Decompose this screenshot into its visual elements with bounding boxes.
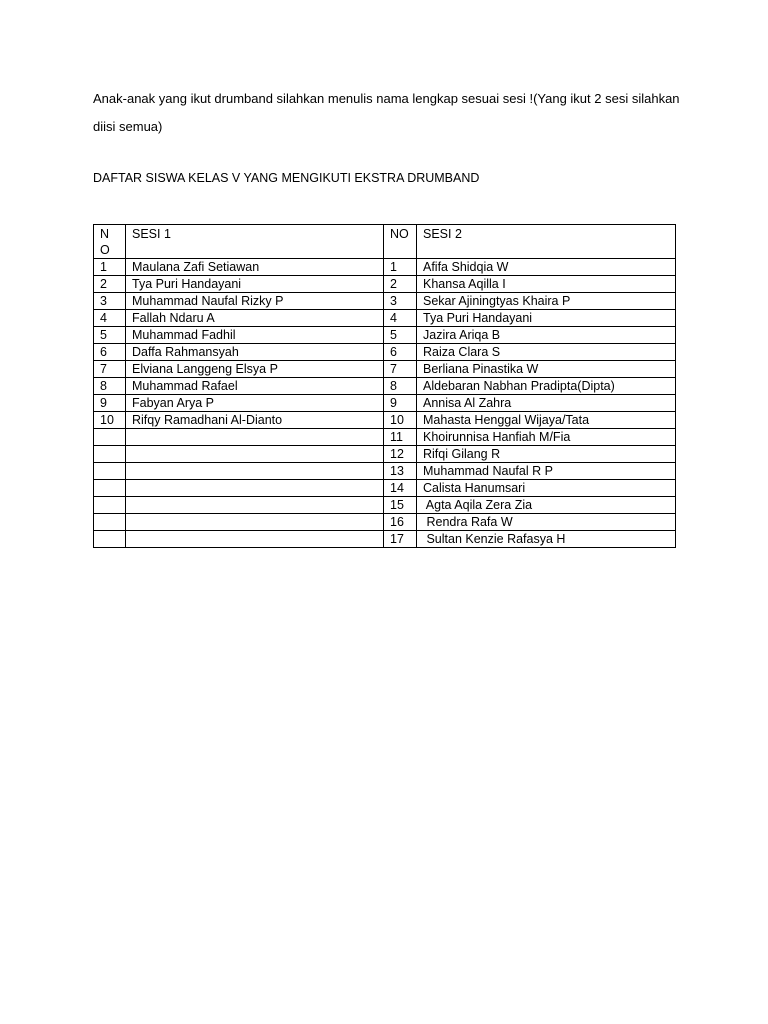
table-row [94, 480, 676, 497]
row-name-session-1: Elviana Langgeng Elsya P [126, 361, 384, 378]
drumband-roster-table [93, 224, 676, 548]
row-no-session-1 [94, 497, 126, 514]
row-name-session-1 [126, 429, 384, 446]
row-no-session-2: 14 [384, 480, 417, 497]
row-name-session-2: Rifqi Gilang R [417, 446, 676, 463]
row-no-session-2: 3 [384, 293, 417, 310]
row-name-session-2: Khansa Aqilla I [417, 276, 676, 293]
row-no-session-1: 6 [94, 344, 126, 361]
row-name-session-2: Agta Aqila Zera Zia [417, 497, 676, 514]
table-row [94, 429, 676, 446]
row-no-session-1: 9 [94, 395, 126, 412]
table-row [94, 514, 676, 531]
row-name-session-1: Fallah Ndaru A [126, 310, 384, 327]
row-no-session-2: 7 [384, 361, 417, 378]
row-no-session-2: 17 [384, 531, 417, 548]
row-no-session-2: 4 [384, 310, 417, 327]
table-row [94, 446, 676, 463]
row-name-session-2: Sultan Kenzie Rafasya H [417, 531, 676, 548]
row-name-session-2: Rendra Rafa W [417, 514, 676, 531]
row-name-session-2: Tya Puri Handayani [417, 310, 676, 327]
table-row [94, 378, 676, 395]
table-row [94, 293, 676, 310]
row-no-session-1: 5 [94, 327, 126, 344]
row-name-session-1 [126, 531, 384, 548]
row-no-session-2: 13 [384, 463, 417, 480]
header-no-session-1-text: NO [100, 227, 110, 257]
table-row [94, 497, 676, 514]
intro-line-2: diisi semua) [93, 119, 163, 134]
row-name-session-1: Rifqy Ramadhani Al-Dianto [126, 412, 384, 429]
header-no-session-2: NO [384, 225, 417, 259]
row-no-session-1 [94, 463, 126, 480]
row-no-session-1: 10 [94, 412, 126, 429]
header-session-1: SESI 1 [126, 225, 384, 259]
row-name-session-2: Mahasta Henggal Wijaya/Tata [417, 412, 676, 429]
row-no-session-2: 16 [384, 514, 417, 531]
table-row [94, 310, 676, 327]
row-name-session-1: Muhammad Rafael [126, 378, 384, 395]
row-name-session-1 [126, 463, 384, 480]
header-session-2: SESI 2 [417, 225, 676, 259]
table-row [94, 276, 676, 293]
row-name-session-1: Maulana Zafi Setiawan [126, 259, 384, 276]
table-row [94, 531, 676, 548]
row-no-session-2: 8 [384, 378, 417, 395]
row-no-session-2: 6 [384, 344, 417, 361]
header-no-session-1 [94, 225, 126, 259]
list-heading: DAFTAR SISWA KELAS V YANG MENGIKUTI EKSTRA DRUMBAND [93, 171, 480, 185]
table-row [94, 395, 676, 412]
row-no-session-2: 1 [384, 259, 417, 276]
row-no-session-1: 3 [94, 293, 126, 310]
table-row [94, 463, 676, 480]
row-name-session-1 [126, 497, 384, 514]
row-name-session-2: Berliana Pinastika W [417, 361, 676, 378]
row-name-session-1: Tya Puri Handayani [126, 276, 384, 293]
table-row [94, 327, 676, 344]
row-name-session-2: Muhammad Naufal R P [417, 463, 676, 480]
row-no-session-2: 15 [384, 497, 417, 514]
row-name-session-2: Raiza Clara S [417, 344, 676, 361]
table-row [94, 259, 676, 276]
intro-line-1: Anak-anak yang ikut drumband silahkan menulis nama lengkap sesuai sesi !(Yang ikut 2 sesi silahkan [93, 91, 680, 106]
row-name-session-2: Afifa Shidqia W [417, 259, 676, 276]
row-no-session-1 [94, 531, 126, 548]
row-no-session-1 [94, 514, 126, 531]
row-name-session-1: Muhammad Naufal Rizky P [126, 293, 384, 310]
row-no-session-1 [94, 446, 126, 463]
table-row [94, 361, 676, 378]
row-no-session-1: 1 [94, 259, 126, 276]
row-no-session-1 [94, 480, 126, 497]
row-name-session-1 [126, 446, 384, 463]
row-name-session-1: Daffa Rahmansyah [126, 344, 384, 361]
row-name-session-2: Aldebaran Nabhan Pradipta(Dipta) [417, 378, 676, 395]
row-name-session-1 [126, 480, 384, 497]
row-no-session-1 [94, 429, 126, 446]
row-no-session-2: 11 [384, 429, 417, 446]
row-no-session-1: 7 [94, 361, 126, 378]
table-header-row [94, 225, 676, 259]
row-no-session-2: 10 [384, 412, 417, 429]
row-name-session-2: Annisa Al Zahra [417, 395, 676, 412]
row-name-session-2: Sekar Ajiningtyas Khaira P [417, 293, 676, 310]
row-name-session-1: Muhammad Fadhil [126, 327, 384, 344]
row-no-session-2: 2 [384, 276, 417, 293]
table-row [94, 412, 676, 429]
intro-paragraph [93, 85, 683, 141]
row-no-session-1: 4 [94, 310, 126, 327]
row-no-session-1: 8 [94, 378, 126, 395]
row-name-session-2: Jazira Ariqa B [417, 327, 676, 344]
row-name-session-1: Fabyan Arya P [126, 395, 384, 412]
row-no-session-1: 2 [94, 276, 126, 293]
row-no-session-2: 9 [384, 395, 417, 412]
row-name-session-1 [126, 514, 384, 531]
row-no-session-2: 12 [384, 446, 417, 463]
row-no-session-2: 5 [384, 327, 417, 344]
table-row [94, 344, 676, 361]
row-name-session-2: Khoirunnisa Hanfiah M/Fia [417, 429, 676, 446]
row-name-session-2: Calista Hanumsari [417, 480, 676, 497]
